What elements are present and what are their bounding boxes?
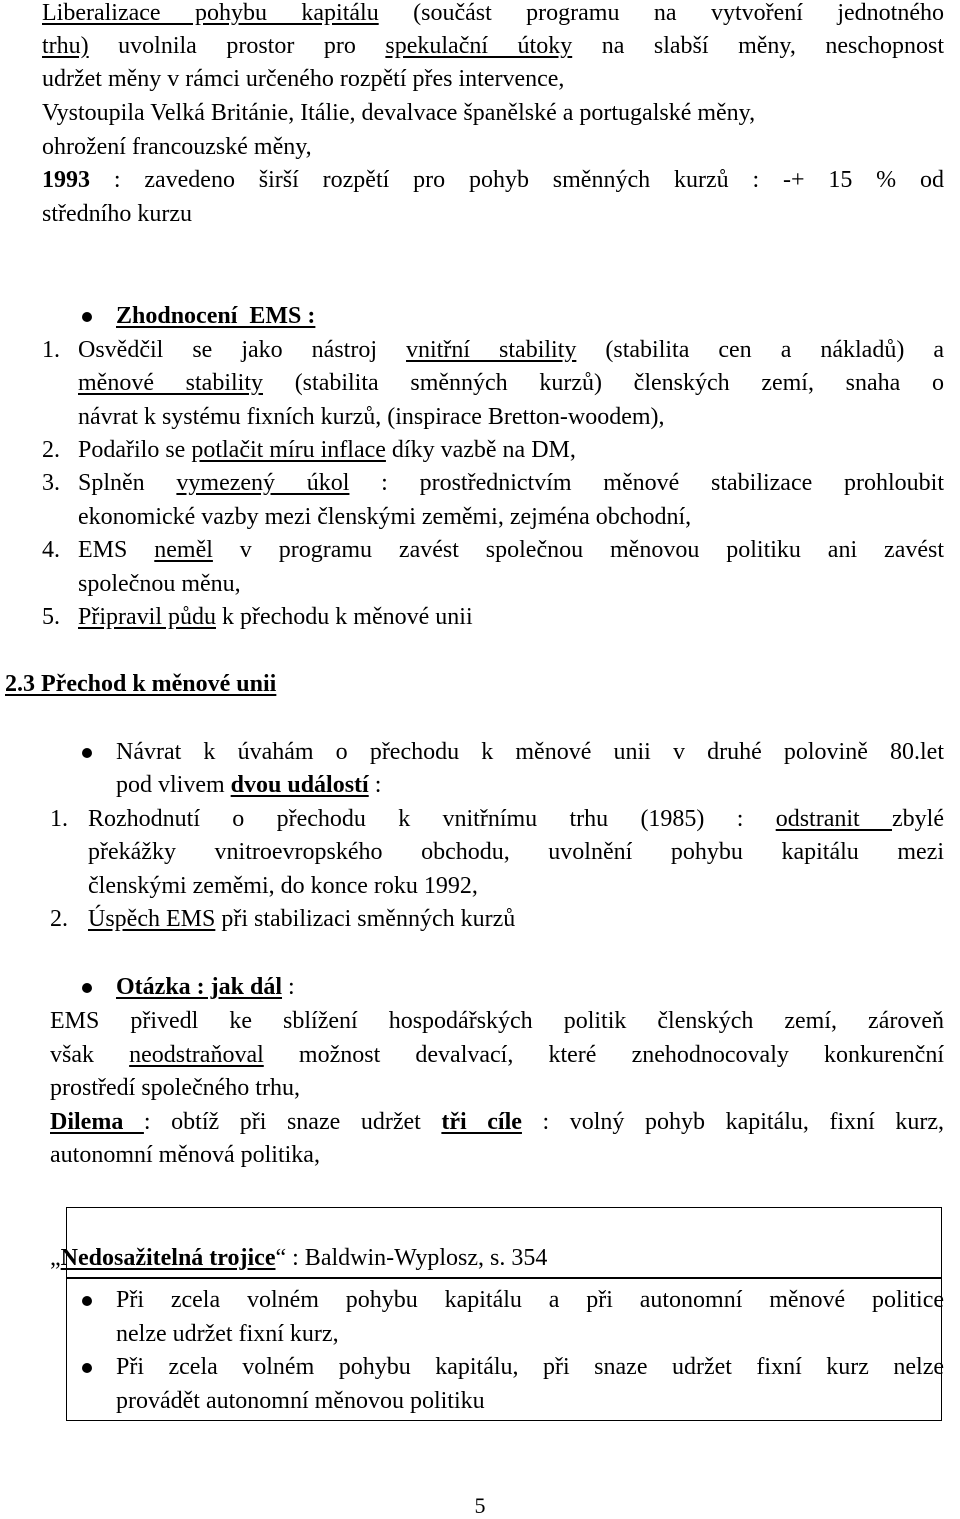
speculative-attacks-term: spekulační útoky	[385, 33, 573, 59]
intro-line-1: Liberalizace pohybu kapitálu (součást programu na vytvoření jednotného	[42, 0, 944, 26]
section-heading: 2.3 Přechod k měnové unii	[5, 671, 277, 697]
eval-item-1-line-1: Osvědčil se jako nástroj vnitřní stability (stabilita cen a nákladů) a	[78, 337, 944, 363]
eval-item-2-num: 2.	[42, 437, 60, 463]
question-line-5: autonomní měnová politika,	[50, 1142, 320, 1168]
eval-item-1-line-2: měnové stability (stabilita směnných kurzů) členských zemí, snaha o	[78, 370, 944, 396]
eval-item-5-num: 5.	[42, 604, 60, 630]
section-bullet-line-1: Návrat k úvahám o přechodu k měnové unii v druhé polovině 80.let	[116, 739, 944, 765]
eval-item-3-line-1: Splněn vymezený úkol : prostřednictvím měnové stabilizace prohloubit	[78, 470, 944, 496]
section-item-1-line-3: členskými zeměmi, do konce roku 1992,	[88, 873, 478, 899]
eval-item-2-line-1: Podařilo se potlačit míru inflace díky vazbě na DM,	[78, 437, 576, 463]
section-item-1-line-1: Rozhodnutí o přechodu k vnitřnímu trhu (1985) : odstranit zbylé	[88, 806, 944, 832]
liberalization-term: Liberalizace pohybu kapitálu	[42, 0, 379, 26]
eval-item-4-num: 4.	[42, 537, 60, 563]
section-item-2-num: 2.	[50, 906, 68, 932]
eval-item-4-line-1: EMS neměl v programu zavést společnou měnovou politiku ani zavést	[78, 537, 945, 563]
bullet-icon	[82, 748, 92, 758]
question-line-2: však neodstraňoval možnost devalvací, které znehodnocovaly konkurenční	[50, 1042, 944, 1068]
intro-line-4: Vystoupila Velká Británie, Itálie, devalvace španělské a portugalské měny,	[42, 100, 756, 126]
box-bullet-1-line-1: Při zcela volném pohybu kapitálu a při autonomní měnové politice	[116, 1287, 944, 1313]
intro-line-7: středního kurzu	[42, 201, 192, 227]
question-heading: Otázka : jak dál :	[116, 974, 295, 1000]
intro-line-6: 1993 : zavedeno širší rozpětí pro pohyb směnných kurzů : -+ 15 % od	[42, 167, 944, 193]
eval-item-1-line-3: návrat k systému fixních kurzů, (inspirace Bretton-woodem),	[78, 404, 665, 430]
section-item-2-line-1: Úspěch EMS při stabilizaci směnných kurzů	[88, 906, 516, 932]
year-1993: 1993	[42, 167, 90, 193]
section-bullet-line-2: pod vlivem dvou událostí :	[116, 772, 382, 798]
eval-item-3-num: 3.	[42, 470, 60, 496]
page-number: 5	[474, 1493, 486, 1518]
intro-line-2: trhu) uvolnila prostor pro spekulační útoky na slabší měny, neschopnost	[42, 33, 945, 59]
question-line-1: EMS přivedl ke sblížení hospodářských politik členských zemí, zároveň	[50, 1008, 944, 1034]
bullet-icon	[82, 312, 92, 322]
bullet-icon	[82, 1363, 92, 1373]
box-title: „Nedosažitelná trojice“ : Baldwin-Wyplosz, s. 354	[50, 1245, 548, 1271]
bullet-icon	[82, 983, 92, 993]
section-item-1-line-2: překážky vnitroevropského obchodu, uvolnění pohybu kapitálu mezi	[88, 839, 944, 865]
intro-line-3: udržet měny v rámci určeného rozpětí přes intervence,	[42, 66, 565, 92]
box-bullet-2-line-2: provádět autonomní měnovou politiku	[116, 1388, 485, 1414]
eval-item-1-num: 1.	[42, 337, 60, 363]
bullet-icon	[82, 1296, 92, 1306]
evaluation-heading: Zhodnocení EMS :	[116, 303, 316, 329]
box-bullet-1-line-2: nelze udržet fixní kurz,	[116, 1321, 339, 1347]
intro-line-5: ohrožení francouzské měny,	[42, 134, 312, 160]
eval-item-5-line-1: Připravil půdu k přechodu k měnové unii	[78, 604, 473, 630]
question-line-4: Dilema : obtíž při snaze udržet tři cíle : volný pohyb kapitálu, fixní kurz,	[50, 1109, 945, 1135]
section-item-1-num: 1.	[50, 806, 68, 832]
question-line-3: prostředí společného trhu,	[50, 1075, 300, 1101]
eval-item-3-line-2: ekonomické vazby mezi členskými zeměmi, zejména obchodní,	[78, 504, 692, 530]
box-rule	[66, 1277, 942, 1279]
eval-item-4-line-2: společnou měnu,	[78, 571, 241, 597]
box-bullet-2-line-1: Při zcela volném pohybu kapitálu, při snaze udržet fixní kurz nelze	[116, 1354, 944, 1380]
